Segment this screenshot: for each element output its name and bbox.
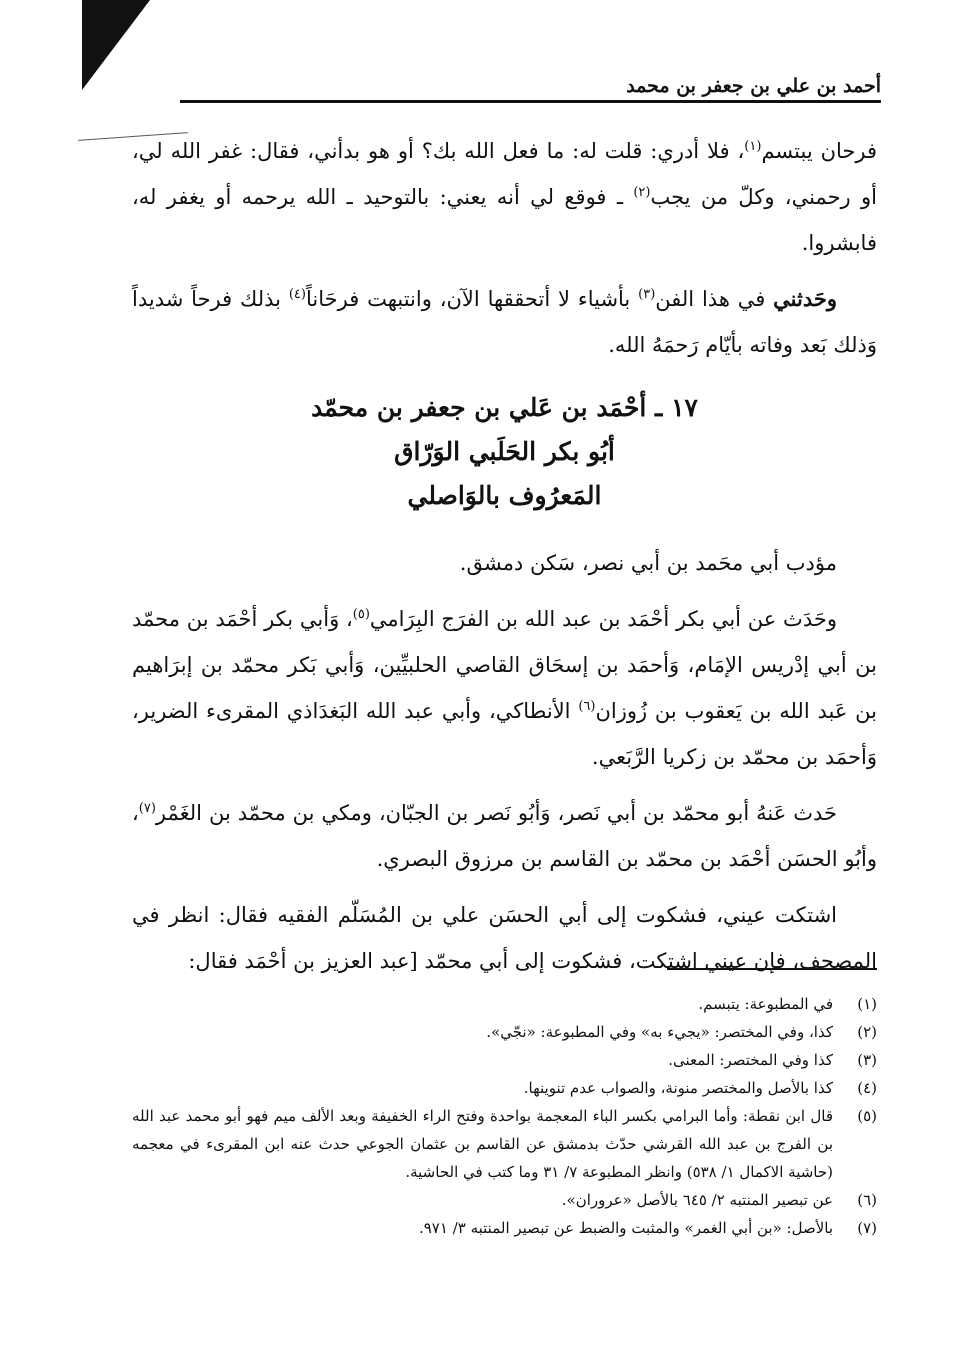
entry-title-line-2: أبُو بكر الحَلَبي الوَرّاق: [394, 437, 615, 466]
footnote-item: [132, 1074, 877, 1102]
footnote-text: بالأصل: «بن أبي الغمر» والمثبت والضبط عن تبصير المنتبه ٣/ ٩٧١.: [418, 1219, 833, 1237]
entry-title-line-1: ١٧ ـ أحْمَد بن عَلي بن جعفر بن محمّد: [311, 393, 698, 422]
entry-title: [132, 386, 877, 518]
footnote-ref: (٧): [138, 801, 156, 816]
paragraph: [132, 540, 877, 586]
paragraph: [132, 596, 877, 780]
entry-title-line-3: المَعرُوف بالوَاصلي: [407, 481, 602, 510]
footnote-number: (٦): [857, 1191, 877, 1209]
footnote-item: [132, 990, 877, 1018]
text-run: الأنطاكي، وأبي عبد الله البَغدَاذي المقرىء الضرير، وَأحمَد بن محمّد بن زكريا الرَّبَعي.: [132, 699, 877, 769]
text-run: ، وَأبي بكر أحْمَد بن محمّد بن أبي إدْريس الإمَام، وَأحمَد بن إسحَاق القاصي الحلبيِّين، وَأبي بَكر محمّد بن إبرَاهيم بن عَبد الله بن يَعقوب بن زُوزان: [132, 607, 877, 723]
footnote-text: عن تبصير المنتبه ٢/ ٦٤٥ بالأصل «عروران».: [561, 1191, 833, 1209]
footnote-item: [132, 1186, 877, 1214]
footnote-ref: (٣): [638, 287, 656, 302]
footnote-item: [132, 1102, 877, 1186]
footnote-separator: [667, 968, 877, 970]
footnote-text: كذا بالأصل والمختصر منونة، والصواب عدم تنوينها.: [523, 1079, 833, 1097]
footnote-text: قال ابن نقطة: وأما البرامي بكسر الباء المعجمة بواحدة وفتح الراء الخفيفة وبعد الألف ميم فهو أبو محمد عبد الله بن الفرج بن عبد الله القرشي حدّث بدمشق عن القاسم بن عثمان الجوعي حدث عنه ابن المقرىء في معجمه (حاشية الاكمال ١/ ٥٣٨) وانظر المطبوعة ٧/ ٣١ وما كتب في الحاشية.: [132, 1107, 833, 1181]
paragraph: [132, 276, 877, 368]
footnote-ref: (١): [744, 139, 762, 154]
footnote-item: [132, 1046, 877, 1074]
footnotes: [132, 990, 877, 1242]
paragraph: [132, 790, 877, 882]
footnote-text: كذا، وفي المختصر: «يجيء به» وفي المطبوعة: «نجّي».: [486, 1023, 833, 1041]
main-text: [132, 128, 877, 994]
text-run: حَدث عَنهُ أبو محمّد بن أبي نَصر، وَأبُو نَصر بن الجبّان، ومكي بن محمّد بن الغَمْر: [155, 801, 837, 825]
footnote-item: [132, 1018, 877, 1046]
text-run: فرحان يبتسم: [761, 139, 877, 163]
footnote-number: (٣): [857, 1051, 877, 1069]
text-run: مؤدب أبي محَمد بن أبي نصر، سَكن دمشق.: [459, 551, 837, 575]
footnote-ref: (٢): [633, 185, 651, 200]
footnote-number: (٧): [857, 1219, 877, 1237]
text-run: ، وأبُو الحسَن أحْمَد بن محمّد بن القاسم بن مرزوق البصري.: [132, 801, 877, 871]
text-run: بذلك فرحاً شديداً وَذلك بَعد وفاته بأيّام رَحمَهُ الله.: [132, 287, 877, 357]
footnote-item: [132, 1214, 877, 1242]
footnote-ref: (٥): [352, 607, 370, 622]
footnote-number: (١): [857, 995, 877, 1013]
text-run: اشتكت عيني، فشكوت إلى أبي الحسَن علي بن المُسَلّم الفقيه فقال: انظر في المصحف، فإن عيني اشتكت، فشكوت إلى أبي محمّد [عبد العزيز بن أحْمَد فقال:: [132, 903, 877, 973]
footnote-text: كذا وفي المختصر: المعنى.: [668, 1051, 833, 1069]
footnote-number: (٢): [857, 1023, 877, 1041]
footnote-ref: (٤): [288, 287, 306, 302]
paragraph: [132, 128, 877, 266]
footnote-ref: (٦): [578, 699, 596, 714]
text-run: ـ فوقع لي أنه يعني: بالتوحيد ـ الله يرحمه أو يغفر له، فابشروا.: [132, 185, 877, 255]
footnote-text: في المطبوعة: يتبسم.: [698, 995, 833, 1013]
running-header: [180, 72, 881, 103]
footnote-number: (٤): [857, 1079, 877, 1097]
paragraph-lead-word: وحَدثني: [773, 286, 837, 311]
text-run: ، فلا أدري: قلت له: ما فعل الله بك؟ أو هو بدأني، فقال: غفر الله لي، أو رحمني، وكلّ من يجب: [132, 139, 878, 209]
paragraph: [132, 892, 877, 984]
text-run: وحَدَث عن أبي بكر أحْمَد بن عبد الله بن الفرَج البِرَامي: [369, 607, 837, 631]
paragraphs-after-entry: [132, 540, 877, 984]
text-run: بأشياء لا أتحققها الآن، وانتبهت فرحَاناً: [305, 287, 639, 311]
running-header-title: أحمد بن علي بن جعفر بن محمد: [626, 75, 881, 97]
text-run: في هذا الفن: [655, 287, 774, 311]
footnote-number: (٥): [857, 1107, 877, 1125]
paragraphs-before-entry: [132, 128, 877, 368]
